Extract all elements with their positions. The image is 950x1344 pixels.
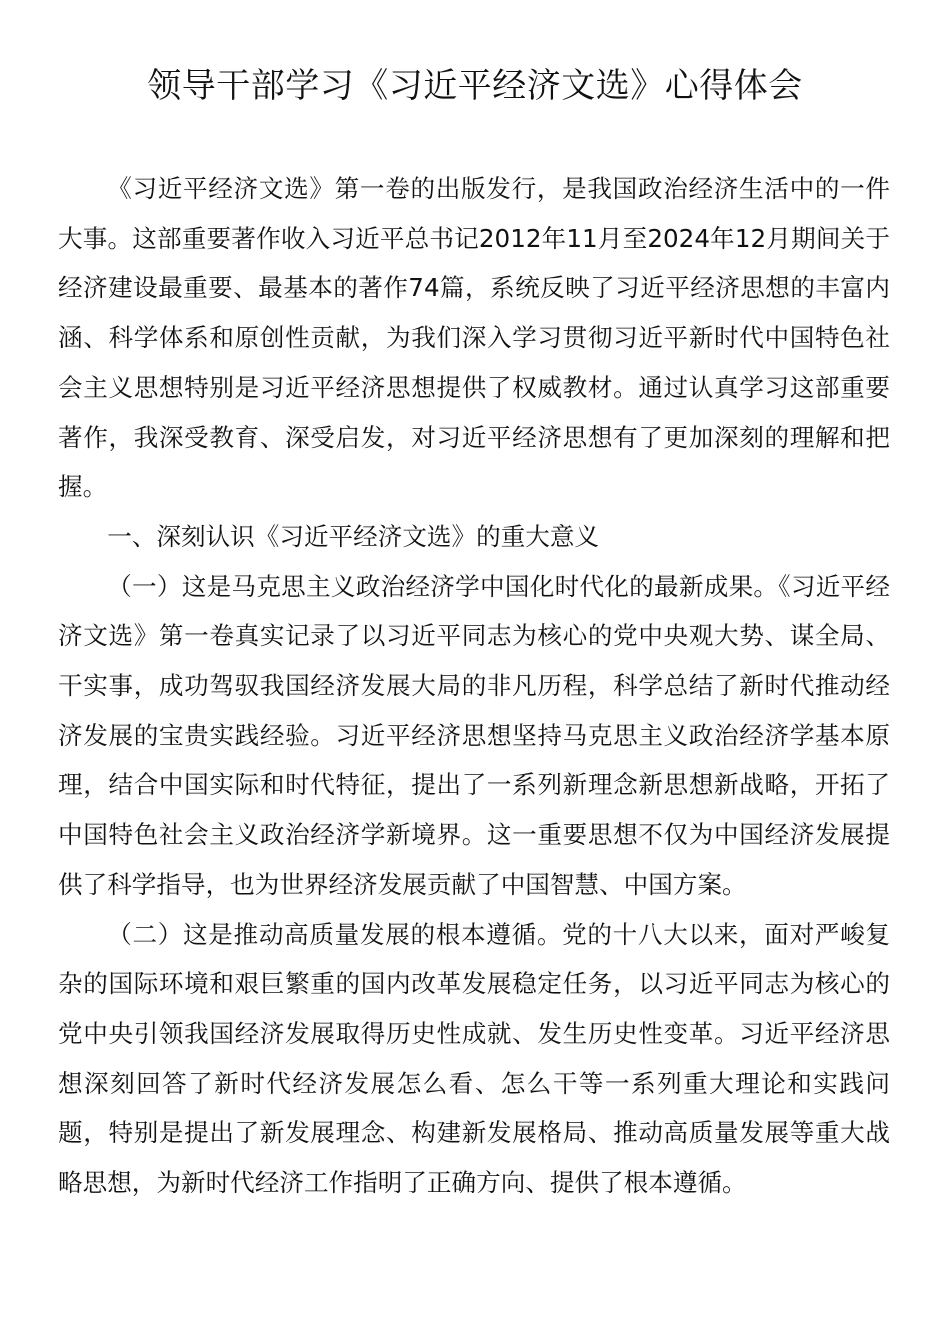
- document-title: 领导干部学习《习近平经济文选》心得体会: [147, 66, 803, 106]
- intro-paragraph: 《习近平经济文选》第一卷的出版发行，是我国政治经济生活中的一件大事。这部重要著作收入习近平总书记2012年11月至2024年12月期间关于经济建设最重要、最基本的著作74篇，系统反映了习近平经济思想的丰富内涵、科学体系和原创性贡献，为我们深入学习贯彻习近平新时代中国特色社会主义思想特别是习近平经济思想提供了权威教材。通过认真学习这部重要著作，我深受教育、深受启发，对习近平经济思想有了更加深刻的理解和把握。: [58, 174, 890, 502]
- document-body: [58, 164, 890, 1208]
- section-heading-1: 一、深刻认识《习近平经济文选》的重大意义: [107, 521, 600, 551]
- subsection-paragraph-2: （二）这是推动高质量发展的根本遵循。党的十八大以来，面对严峻复杂的国际环境和艰巨繁重的国内改革发展稳定任务，以习近平同志为核心的党中央引领我国经济发展取得历史性成就、发生历史性变革。习近平经济思想深刻回答了新时代经济发展怎么看、怎么干等一系列重大理论和实践问题，特别是提出了新发展理念、构建新发展格局、推动高质量发展等重大战略思想，为新时代经济工作指明了正确方向、提供了根本遵循。: [58, 919, 890, 1198]
- subsection-paragraph-1: （一）这是马克思主义政治经济学中国化时代化的最新成果。《习近平经济文选》第一卷真实记录了以习近平同志为核心的党中央观大势、谋全局、干实事，成功驾驭我国经济发展大局的非凡历程，科学总结了新时代推动经济发展的宝贵实践经验。习近平经济思想坚持马克思主义政治经济学基本原理，结合中国实际和时代特征，提出了一系列新理念新思想新战略，开拓了中国特色社会主义政治经济学新境界。这一重要思想不仅为中国经济发展提供了科学指导，也为世界经济发展贡献了中国智慧、中国方案。: [58, 571, 890, 899]
